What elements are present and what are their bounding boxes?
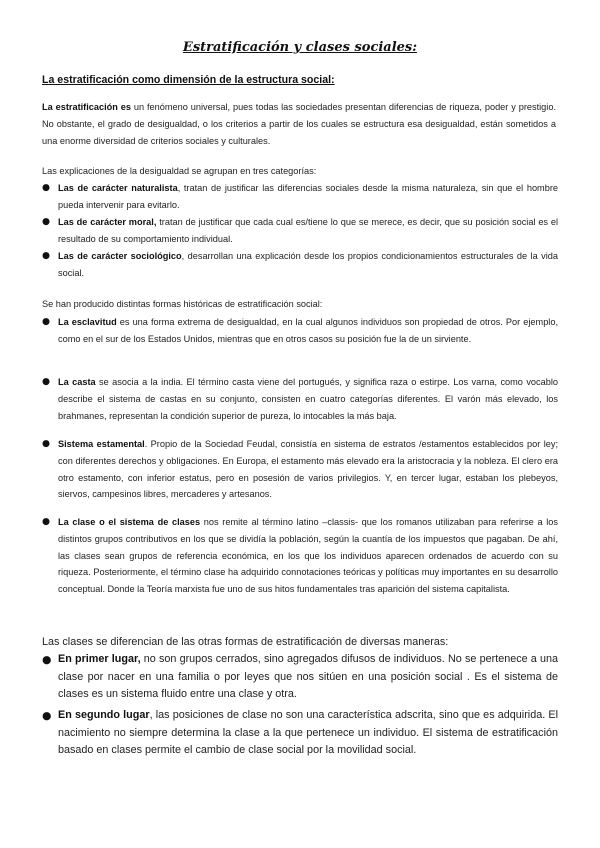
forms-lead: Se han producido distintas formas históricas de estratificación social: [42,299,323,309]
list-item-text [58,651,558,704]
bullet-icon: ● [42,516,51,527]
list-item-bold: Las de carácter sociológico [58,251,182,261]
bullet-icon: ● [42,438,51,449]
intro-bold: La estratificación es [42,102,132,112]
list-item [42,707,558,760]
list-item-text [58,374,558,424]
list-item-body: , desarrollan una explicación desde los propios condicionamientos estructurales de la vida social. [58,251,558,278]
list-item-text [58,180,558,214]
list-item-text [58,707,558,760]
list-item-body: se asocia a la india. El término casta viene del portugués, y significa raza o estirpe. Los varna, como vocablo describe el sistema de castas en su conjunto, consisten en cuatro categorías diferentes. El varón más elevado, los brahmanes, representan la condición superior de pureza, lo intocables la más baja. [58,377,558,421]
intro-text: un fenómeno universal, pues todas las sociedades presentan diferencias de riqueza, poder y prestigio. No obstante, el grado de desigualdad, o los criterios a partir de los cuales se estructura esa desigualdad, están sometidos a una enorme diversidad de criterios sociales y culturales. [42,102,556,146]
section-subtitle: La estratificación como dimensión de la estructura social: [42,74,335,86]
list-item-body: nos remite al término latino –classis- que los romanos utilizaban para referirse a los distintos grupos contributivos en los que se dividía la población, según la cuantía de los impuestos que pagaban. De ahí, las clases sean grupos de referencia económica, en los que los individuos aparecen ordenados de acuerdo con su riqueza. Posteriormente, el término clase ha adquirido connotaciones teóricas y políticas muy importantes en su desarrollo conceptual. Donde la Teoría marxista fue uno de sus hitos fundamentales tras aparición del sistema capitalista. [58,517,558,595]
intro-paragraph [42,99,556,149]
list-item-text [58,214,558,248]
list-item [42,514,558,598]
bullet-icon: ● [42,182,51,193]
list-item-bold: La esclavitud [58,317,117,327]
list-item-bold: La casta [58,377,96,387]
list-item-bold: Sistema estamental [58,439,145,449]
list-item [42,314,558,348]
bullet-icon: ● [42,653,52,666]
bullet-icon: ● [42,376,51,387]
bullet-icon: ● [42,709,52,722]
list-item-body: es una forma extrema de desigualdad, en la cual algunos individuos son propiedad de otros. Por ejemplo, como en el sur de los Estados Unidos, mientras que en otros casos su posición fue la de un sirviente. [58,317,559,344]
list-item-text [58,436,558,503]
list-item [42,436,558,503]
list-item-body: , tratan de justificar las diferencias sociales desde la misma naturaleza, sin que el hombre pueda intervenir para evitarlo. [58,183,558,210]
list-item-bold: Las de carácter moral, [58,217,157,227]
list-item-text [58,514,558,598]
list-item [42,248,558,282]
list-item [42,651,558,704]
list-item-body: , las posiciones de clase no son una característica adscrita, sino que es adquirida. El nacimiento no siempre determina la clase a la que pertenece un individuo. El sistema de estratificación basado en clases permite el cambio de clase social por la movilidad social. [58,709,558,757]
explanations-lead: Las explicaciones de la desigualdad se agrupan en tres categorías: [42,166,317,176]
differences-lead: Las clases se diferencian de las otras formas de estratificación de diversas maneras: [42,636,449,648]
list-item-body: . Propio de la Sociedad Feudal, consistía en sistema de estratos /estamentos establecidos por ley; con diferentes derechos y obligaciones. En Europa, el estamento más elevado era la aristocracia y la nobleza. El clero era otro estamento, con inferior estatus, pero en posesión de varios privilegios. Y, en tercer lugar, estaban los plebeyos, siervos, campesinos libres, mercaderes y artesanos. [58,439,558,500]
list-item [42,214,558,248]
list-item-body: no son grupos cerrados, sino agregados difusos de individuos. No se pertenece a una clase por nacer en una familia o por leyes que nos sitúen en una posición social . Es el sistema de clases es un sistema fluido entre una clase y otra. [58,653,559,701]
list-item [42,180,558,214]
list-item-text [58,248,558,282]
list-item-body: tratan de justificar que cada cual es/tiene lo que se merece, es decir, que su posición social es el resultado de su comportamiento individual. [58,217,559,244]
bullet-icon: ● [42,316,51,327]
list-item [42,374,558,424]
list-item-bold: La clase o el sistema de clases [58,517,201,527]
list-item-bold: Las de carácter naturalista [58,183,178,193]
page-title: Estratificación y clases sociales: [182,40,418,55]
list-item-bold: En segundo lugar [58,709,150,721]
bullet-icon: ● [42,250,51,261]
list-item-bold: En primer lugar, [58,653,141,665]
bullet-icon: ● [42,216,51,227]
list-item-text [58,314,558,348]
